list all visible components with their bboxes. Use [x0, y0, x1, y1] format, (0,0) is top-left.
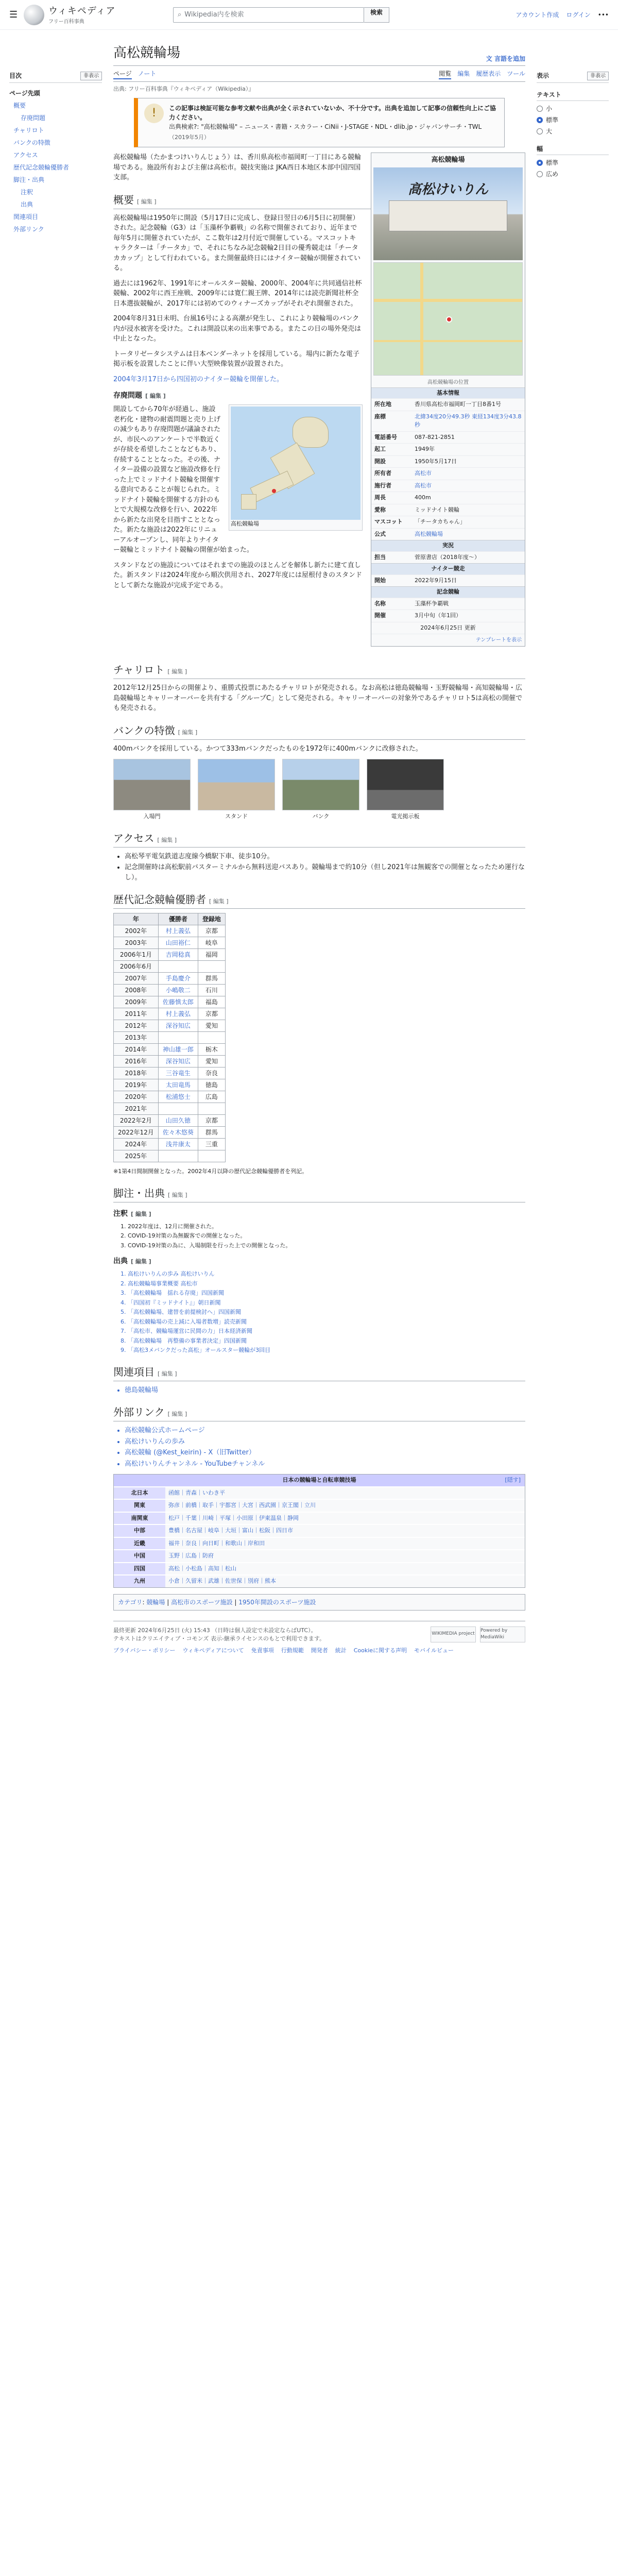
footer-link[interactable]: Cookieに関する声明	[353, 1647, 407, 1654]
paragraph: 2012年12月25日からの開催より、重勝式投票にあたるチャリロトが発売される。なお高松は徳島競輪場・玉野競輪場・高知競輪場・広島競輪場とキャリーオーバーを共有する「グループC」として発売される。キャリーオーバーの対象外であるチャリロト5は高松の開催でも発売される。	[113, 684, 523, 712]
width-standard[interactable]: 標準	[537, 157, 609, 168]
category-links: カテゴリ: 競輪場 | 高松市のスポーツ施設 | 1950年開設のスポーツ施設	[113, 1594, 525, 1611]
note-list	[128, 1223, 525, 1250]
region-cell: 岐阜	[198, 937, 225, 949]
page-source-line: 出典: フリー百科事典『ウィキペディア（Wikipedia）』	[113, 86, 254, 92]
table-row	[114, 937, 226, 949]
edit-link[interactable]: [ 編集 ]	[168, 1191, 187, 1198]
edit-link[interactable]: [ 編集 ]	[178, 728, 198, 736]
table-row	[114, 925, 226, 937]
table-row	[114, 973, 226, 985]
create-account-link[interactable]: アカウント作成	[516, 11, 559, 19]
search-placeholder: Wikipedia内を検索	[184, 10, 244, 19]
gallery-caption: スタンド	[225, 813, 248, 820]
page-footer	[113, 1621, 525, 1671]
winners-note: ※1第4日間制開催となった。2002年4月以降の歴代記念競輪優勝者を列記。	[113, 1168, 308, 1175]
paragraph: 高松競輪場は1950年に開設（5月17日に完成し、登録日翌日の6月5日に初開催）された。記念競輪（G3）は「玉藻杯争覇戦」の名称で開催されており、近年まで毎年5月に開催されていたが、ここ数年は2月付近で開催している。マスコットキャラクターは「チータカ」で、それにちなみ記念競輪2日目の優秀競走は「チータカカップ」として行われている。また開催最終日にはナイター競輪が開催されている。	[113, 214, 360, 272]
text-size-standard[interactable]: 標準	[537, 114, 609, 126]
gallery-caption: 入場門	[143, 813, 161, 820]
section-zonpai: 存廃問題 [ 編集 ]	[113, 392, 166, 400]
footer-link[interactable]: 開発者	[311, 1647, 328, 1654]
location-pin-icon	[446, 316, 452, 323]
external-link[interactable]: • 高松けいりんの歩み	[125, 1437, 525, 1447]
year-cell: 2016年	[114, 1056, 159, 1067]
edit-link[interactable]: [ 編集 ]	[131, 1210, 151, 1217]
list-item: • 高松琴平電気鉄道志度線今橋駅下車、徒歩10分。	[125, 852, 525, 862]
login-link[interactable]: ログイン	[566, 11, 591, 19]
year-cell: 2019年	[114, 1079, 159, 1091]
edit-link[interactable]: [ 編集 ]	[167, 668, 187, 675]
toc-item-top[interactable]: ページ先頭	[9, 90, 40, 97]
winner-cell[interactable]	[158, 1032, 198, 1044]
infobox-date: 2024年6月25日 更新	[420, 624, 476, 631]
category-link[interactable]: 競輪場	[146, 1598, 165, 1606]
table-row	[114, 985, 226, 996]
region-cell: 福岡	[198, 949, 225, 961]
table-row	[114, 1139, 226, 1150]
gallery-caption: バンク	[312, 813, 330, 820]
table-row	[114, 1127, 226, 1139]
year-cell: 2013年	[114, 1032, 159, 1044]
toc-item-related[interactable]: 関連項目	[13, 213, 39, 221]
toc-item-bank[interactable]: バンクの特徴	[13, 139, 50, 146]
region-cell: 愛知	[198, 1056, 225, 1067]
paragraph: 400mバンクを採用している。かつて333mバンクだったものを1972年に400mバンクに改修された。	[113, 744, 422, 753]
map-road	[374, 340, 522, 342]
page-tabs	[113, 66, 525, 82]
table-row	[114, 1079, 226, 1091]
footer-link[interactable]: モバイルビュー	[414, 1647, 454, 1654]
site-header	[0, 0, 618, 30]
last-updated: 最終更新 2024年6月25日 (火) 15:43 （日時は個人設定で未設定ならばUTC）。	[113, 1626, 317, 1634]
section-chariloto: チャリロト [ 編集 ]	[113, 662, 525, 679]
search-button[interactable]: 検索	[364, 7, 389, 23]
winner-cell[interactable]: 小嶋敬二	[158, 985, 198, 996]
region-cell: 群馬	[198, 1127, 225, 1139]
paragraph: 2004年8月31日未明、台風16号による高潮が発生し、これにより競輪場のバンク内が浸水被害を受けた。これは開設以来の出来事である。またこの日の場外発売は中止となった。	[113, 315, 362, 343]
table-row	[114, 1115, 226, 1127]
main-menu-icon[interactable]: ☰	[9, 9, 18, 20]
official-site-link[interactable]: 高松競輪場	[415, 530, 443, 537]
region-cell: 栃木	[198, 1044, 225, 1056]
region-cell: 群馬	[198, 973, 225, 985]
site-logo[interactable]	[24, 4, 163, 26]
table-row	[114, 1150, 226, 1162]
edit-link[interactable]: [ 編集 ]	[157, 836, 177, 843]
map-land	[241, 494, 256, 510]
tab-edit[interactable]: 編集	[457, 70, 470, 77]
winner-cell[interactable]: 三谷竜生	[158, 1067, 198, 1079]
region-cell: 石川	[198, 985, 225, 996]
table-row	[114, 949, 226, 961]
list-item: • 記念開催時は高松駅前バスターミナルから無料送迎バスあり。競輪場まで約10分（但し2021年は無観客での開催となったため運行なし）。	[125, 862, 525, 883]
width-wide[interactable]: 広め	[537, 168, 609, 180]
winner-cell[interactable]: 山田久徳	[158, 1115, 198, 1127]
add-language-button[interactable]: 文 言語を追加	[486, 55, 525, 62]
tab-talk[interactable]: ノート	[138, 70, 157, 77]
region-cell	[198, 961, 225, 973]
text-size-small[interactable]: 小	[537, 103, 609, 114]
navbox-toggle[interactable]: [隠す]	[505, 1477, 521, 1483]
table-row	[114, 961, 226, 973]
mediawiki-badge[interactable]: Powered by MediaWiki	[480, 1626, 525, 1642]
tab-read[interactable]: 閲覧	[439, 69, 451, 79]
year-cell: 2024年	[114, 1139, 159, 1150]
edit-link[interactable]: [ 編集 ]	[158, 1370, 177, 1377]
region-cell: 京都	[198, 1115, 225, 1127]
winner-cell[interactable]: 山田裕仁	[158, 937, 198, 949]
edit-link[interactable]: [ 編集 ]	[209, 898, 229, 905]
region-cell	[198, 1032, 225, 1044]
logo-title: ウィキペディア	[48, 5, 116, 16]
page-title: 高松競輪場	[113, 45, 181, 61]
region-cell: 愛知	[198, 1020, 225, 1032]
reference-item[interactable]: 4. 「四国初『ミッドナイト』」朝日新聞	[128, 1299, 525, 1308]
edit-link[interactable]: [ 編集 ]	[145, 393, 166, 399]
year-cell: 2006年1月	[114, 949, 159, 961]
gallery-image[interactable]	[113, 759, 191, 810]
winner-cell[interactable]: 佐々木悠葵	[158, 1127, 198, 1139]
section-access: アクセス [ 編集 ]	[113, 831, 525, 848]
winner-cell[interactable]: 神山雄一郎	[158, 1044, 198, 1056]
tab-page[interactable]: ページ	[113, 69, 132, 79]
photo-gallery	[113, 759, 525, 821]
year-cell: 2020年	[114, 1091, 159, 1103]
category-link[interactable]: 1950年開設のスポーツ施設	[238, 1598, 316, 1606]
related-link[interactable]: • 徳島競輪場	[125, 1385, 525, 1396]
lead-paragraph: 高松競輪場（たかまつけいりんじょう）は、香川県高松市福岡町一丁目にある競輪場である。施設所有および主催は高松市。競技実施は JKA西日本地区本部中国四国支部。	[113, 154, 362, 181]
toc-item-gaiyou[interactable]: 概要	[13, 102, 26, 109]
toc-item-notes[interactable]: 脚注・出典	[13, 176, 45, 183]
reference-item[interactable]: 7. 「高松市、競輪場運営に民間の力」日本経済新聞	[128, 1327, 525, 1336]
toc-item-shutten[interactable]: 出典	[21, 201, 33, 208]
table-row	[114, 996, 226, 1008]
table-row	[114, 1091, 226, 1103]
reference-item[interactable]: 2. 高松競輪場事業概要 高松市	[128, 1280, 525, 1289]
year-cell: 2014年	[114, 1044, 159, 1056]
table-row	[114, 1008, 226, 1020]
reference-item[interactable]: 6. 「高松競輪場の売上減に入場者数増」読売新聞	[128, 1318, 525, 1327]
winner-cell[interactable]: 深谷知広	[158, 1020, 198, 1032]
map-road	[374, 299, 522, 302]
reference-item[interactable]: 3. 「高松競輪場 揺れる存廃」四国新聞	[128, 1289, 525, 1298]
gallery-image[interactable]	[367, 759, 444, 810]
search-icon: ⌕	[178, 10, 182, 19]
edit-link[interactable]: [ 編集 ]	[137, 198, 157, 205]
toc-title: 目次	[9, 72, 22, 79]
year-cell: 2007年	[114, 973, 159, 985]
year-cell: 2003年	[114, 937, 159, 949]
address-value: 香川県高松市福岡町一丁目8番1号	[415, 401, 501, 408]
section-gaiyou: 概要 [ 編集 ]	[113, 192, 525, 209]
footer-link[interactable]: 免責事項	[251, 1647, 274, 1654]
wikimedia-badge[interactable]: WIKIMEDIA project	[431, 1626, 476, 1642]
toc-hide-button[interactable]: 非表示	[80, 72, 102, 80]
winner-cell[interactable]	[158, 961, 198, 973]
navbox: 日本の競輪場と自転車競技場 [隠す] 北日本 函館｜青森｜いわき平 関東 弥彦｜前橋｜取手｜宇都宮｜大宮｜西武園｜京王閣｜立川 南関東 松戸｜千葉｜川崎｜平塚｜小田原｜伊東温泉｜静岡 中部 豊橋｜名古屋｜岐阜｜大垣｜富山｜松阪｜四日市 近畿 福井｜奈良｜向日町｜和歌山｜岸和田 中国 玉野｜広島｜防府 四国 高松｜小松島｜高知｜松山 九州 小倉｜久留米｜武雄｜佐世保｜別府｜熊本	[113, 1474, 525, 1588]
section-notes: 脚注・出典 [ 編集 ]	[113, 1185, 525, 1202]
year-cell: 2011年	[114, 1008, 159, 1020]
section-bank: バンクの特徴 [ 編集 ]	[113, 723, 525, 740]
year-cell: 2009年	[114, 996, 159, 1008]
reference-item[interactable]: 8. 「高松競輪場 再整備の事業者決定」四国新聞	[128, 1337, 525, 1346]
winner-cell[interactable]: 村上義弘	[158, 925, 198, 937]
paragraph: スタンドなどの施設についてはそれまでの施設のほとんどを解体し新たに建て直した。新スタンドは2024年度から順次供用され、2027年度には屋根付きのスタンドとして新たな施設が完成予定である。	[113, 561, 362, 589]
tab-tools[interactable]: ツール	[507, 70, 525, 77]
toc-item-external[interactable]: 外部リンク	[13, 226, 44, 233]
region-cell: 京都	[198, 1008, 225, 1020]
map-thumb-caption: 高松競輪場	[231, 520, 259, 527]
gallery-image[interactable]	[282, 759, 359, 810]
winner-cell[interactable]: 手島慶介	[158, 973, 198, 985]
year-cell: 2006年6月	[114, 961, 159, 973]
license-text: テキストはクリエイティブ・コモンズ 表示-継承ライセンスのもとで利用できます。	[113, 1635, 325, 1642]
categories-label[interactable]: カテゴリ	[118, 1598, 143, 1606]
note-item: 3. COVID-19対策の為に、入場制限を行った上での開催となった。	[128, 1242, 525, 1250]
winners-table: 年 優勝者 登録地 2002年 村上義弘 京都 2003年 山田裕仁 岐阜 2006年1月 吉岡稔真 福岡 2006年6月 2007年 手島慶介 群馬 2008年 小嶋敬二 石川 2009年 佐藤慎太郎 福島 2011年 村上義弘 京都 2012年 深谷知広 愛知 2013年 2014年 神山雄一郎 栃木 2016年 深谷知広 愛知 2018年 三谷竜生 奈良 2019年 太田竜馬 徳島 2020年 松浦悠士 広島 2021年 2022年2月 山田久徳 京都 2022年12月 佐々木悠葵 群馬 2024年 浅井康太 三重 2025年	[113, 913, 226, 1162]
notice-text: この記事は検証可能な参考文献や出典が全く示されていないか、不十分です。出典を追加して記事の信頼性向上にご協力ください。	[169, 104, 496, 121]
year-cell: 2018年	[114, 1067, 159, 1079]
tab-history[interactable]: 履歴表示	[476, 70, 501, 77]
section-related: 関連項目 [ 編集 ]	[113, 1364, 525, 1381]
map-land	[250, 471, 294, 502]
navbox-title: 日本の競輪場と自転車競技場	[282, 1477, 356, 1483]
main-content	[102, 30, 537, 1670]
map-land	[293, 417, 329, 448]
stadium-photo[interactable]	[373, 167, 523, 260]
toc-item-access[interactable]: アクセス	[13, 151, 38, 159]
year-cell: 2022年2月	[114, 1115, 159, 1127]
paragraph: 開設してから70年が経過し、施設老朽化・建物の耐震問題と売り上げの減少もあり存廃問題が議論されたが、市民へのアンケートで半数近くが存続を希望したことなどもあり、存続することとなった。その後、ナイター設備の設置など施設改修を行った上でミッドナイト競輪を開催する意向であることが報じられた。ミッドナイト競輪を開催する方針のもとで大規模な改修を行い、2022年から新たな出発を目指すこととなった。新たな施設は2022年にリニューアルオープンし、同年よりナイター競輪とミッドナイト競輪の開催が始まった。	[113, 405, 253, 554]
notice-date: （2019年5月）	[169, 133, 210, 141]
year-cell: 2002年	[114, 925, 159, 937]
external-link[interactable]: • 高松けいりんチャンネル - YouTubeチャンネル	[125, 1459, 525, 1469]
appearance-sidebar: 表示 非表示 テキスト 小 標準 大 幅 標準 広め	[537, 30, 609, 1670]
year-cell: 2022年12月	[114, 1127, 159, 1139]
notice-sub: 出典検索?: "高松競輪場" – ニュース・書籍・スカラー・CiNii・J-STAGE・NDL・dlib.jp・ジャパンサーチ・TWL	[169, 123, 482, 130]
edit-link[interactable]: [ 編集 ]	[131, 1258, 151, 1265]
logo-subtitle: フリー百科事典	[48, 19, 84, 25]
region-cell: 奈良	[198, 1067, 225, 1079]
winner-cell[interactable]: 佐藤慎太郎	[158, 996, 198, 1008]
winner-cell[interactable]	[158, 1103, 198, 1115]
page-title-bar	[113, 30, 525, 66]
infobox-title: 高松競輪場	[431, 156, 465, 164]
table-row	[114, 1103, 226, 1115]
table-row	[114, 1020, 226, 1032]
year-cell: 2012年	[114, 1020, 159, 1032]
stadium-building	[389, 200, 507, 231]
article-body: 高松競輪場 高松けいりん 高松競輪場の位置 基本情報 所在地 香川県高松市福岡町一丁目8番1号 座標 北緯34度20分49.3秒 東経134度3分43.8秒 電話番号 087-821-2851 起工 1949年 開設 1950年5月17日 所有者 高松市 施行者 高松市 周長 400m 愛称 ミッドナイト競輪 マスコット 「チータカちゃん」 公式 高松競輪場 実況 担当 菅原書店（2018年度～） ナイター競走 開始 2022年9月15日 記念競輪 名称 玉藻杯争覇戦 開催 3月中旬（年1回） 2024年6月25日 更新 テンプレートを表示 高松競輪場（たかまつけいりんじょう）は、香川県高松市福岡町一丁目にある競輪場である。施設所有および主催は高松市。競技実施は JKA西日本地区本部中国四国支部。 概要 [ 編集 ] 高松競輪場は1950年に開設（5月17日に完成し、登録日翌日の6月5日に初開催）された。記念競輪（G3）は「玉藻杯争覇戦」の名称で開催されており、近年まで毎年5月に開催されていたが、ここ数年は2月付近で開催している。マスコットキャラクターは「チータカ」で、それにちなみ記念競輪2日目の優秀競走は「チータカカップ」として行われている。また開催最終日にはナイター競輪が開催されている。 過去には1962年、1991年にオールスター競輪、2000年、2004年に共同通信社杯競輪、2002年に西王座戦、2009年には寛仁親王牌、2014年には読売新聞社杯全日本選抜競輪が、2017年には初めてのウィナーズカップがそれぞれ開催された。 2004年8月31日未明、台風16号による高潮が発生し、これにより競輪場のバンク内が浸水被害を受けた。これは開設以来の出来事である。またこの日の場外発売は中止となった。 トータリゼータシステムは日本ベンダーネットを採用している。場内に新たな電子掲示板を設置したことに伴い大型映像装置が設置された。 2004年3月17日から四国初のナイター競輪を開催した。 存廃問題 [ 編集 ] 高松競輪場 開設してから70年が経過し、施設老朽化・建物の耐震問題と売り上げの減少もあり存廃問題が議論されたが、市民へのアンケートで半数近くが存続を希望したことなどもあり、存続することとなった。その後、ナイター設備の設置など施設改修を行った上でミッドナイト競輪を開催する意向であることが報じられた。ミッドナイト競輪を開催する方針のもとで大規模な改修を行い、2022年から新たな出発を目指すこととなった。新たな施設は2022年にリニューアルオープンし、同年よりナイター競輪とミッドナイト競輪の開催が始まった。 スタンドなどの施設についてはそれまでの施設のほとんどを解体し新たに建て直した。新スタンドは2024年度から順次供用され、2027年度には屋根付きのスタンドとして新たな施設が完成予定である。 チャリロト [ 編集 ] 2012年12月25日からの開催より、重勝式投票にあたるチャリロトが発売される。なお高松は徳島競輪場・玉野競輪場・高知競輪場・広島競輪場とキャリーオーバーを共有する「グループC」として発売される。キャリーオーバーの対象外であるチャリロト5は高松の開催でも発売される。 バンクの特徴 [ 編集 ] 400mバンクを採用している。かつて333mバンクだったものを1972年に400mバンクに改修された。 入場門 スタンド バンク 電光掲示板 アクセス [ 編集 ] • 高松琴平電気鉄道志度線今橋駅下車、徒歩10分。 • 記念開催時は高松駅前バスターミナルから無料送迎バスあり。競輪場まで約10分（但し2021年は無観客での開催となったため運行なし）。 歴代記念競輪優勝者 [ 編集 ] 年 優勝者 登録地 2002年 村上義弘 京都 2003年 山田裕仁 岐阜 2006年1月 吉岡稔真 福岡 2006年6月 2007年 手島慶介 群馬 2008年 小嶋敬二 石川 2009年 佐藤慎太郎 福島 2011年 村上義弘 京都 2012年 深谷知広 愛知 2013年 2014年 神山雄一郎 栃木 2016年 深谷知広 愛知 2018年 三谷竜生 奈良 2019年 太田竜馬 徳島 2020年 松浦悠士 広島 2021年 2022年2月 山田久徳 京都 2022年12月 佐々木悠葵 群馬 2024年 浅井康太 三重 2025年 ※1第4日間制開催となった。2002年4月以降の歴代記念競輪優勝者を列記。 脚注・出典 [ 編集 ] 注釈 [ 編集 ] 1. 2022年度は、12月に開催された。 2. COVID-19対策の為無観客での開催となった。 3. COVID-19対策の為に、入場制限を行った上での開催となった。 出典 [ 編集 ] 1. 高松けいりんの歩み 高松けいりん 2. 高松競輪場事業概要 高松市 3. 「高松競輪場 揺れる存廃」四国新聞 4. 「四国初『ミッドナイト』」朝日新聞 5. 「高松競輪場、建替を前提検討へ」四国新聞 6. 「高松競輪場の売上減に入場者数増」読売新聞 7. 「高松市、競輪場運営に民間の力」日本経済新聞 8. 「高松競輪場 再整備の事業者決定」四国新聞 9. 「高松3メバンクだった高松」オールスター競輪が3回目 関連項目 [ 編集 ] • 徳島競輪場 外部リンク [ 編集 ] • 高松競輪公式ホームページ • 高松けいりんの歩み • 高松競輪 (@Kest_keirin) - X（旧Twitter） • 高松けいりんチャンネル - YouTubeチャンネル 日本の競輪場と自転車競技場 [隠す] 北日本 函館｜青森｜いわき平 関東 弥彦｜前橋｜取手｜宇都宮｜大宮｜西武園｜京王閣｜立川 南関東 松戸｜千葉｜川崎｜平塚｜小田原｜伊東温泉｜静岡 中部 豊橋｜名古屋｜岐阜｜大垣｜富山｜松阪｜四日市 近畿 福井｜奈良｜向日町｜和歌山｜岸和田 中国 玉野｜広島｜防府 四国 高松｜小松島｜高知｜松山 九州 小倉｜久留米｜武雄｜佐世保｜別府｜熊本 カテゴリ: 競輪場 | 高松市のスポーツ施設 | 1950年開設のスポーツ施設	[113, 152, 525, 1611]
edit-link[interactable]: [ 編集 ]	[167, 1411, 187, 1417]
infobox-basic-header: 基本情報	[371, 387, 525, 399]
region-cell: 徳島	[198, 1079, 225, 1091]
winner-cell[interactable]: 深谷知広	[158, 1056, 198, 1067]
external-link[interactable]: • 高松競輪 (@Kest_keirin) - X（旧Twitter）	[125, 1448, 525, 1458]
more-options-icon[interactable]: •••	[597, 11, 609, 19]
phone-value: 087-821-2851	[415, 433, 455, 440]
winner-cell[interactable]	[158, 1150, 198, 1162]
reference-item[interactable]: 5. 「高松競輪場、建替を前提検討へ」四国新聞	[128, 1308, 525, 1317]
winner-cell[interactable]: 松浦悠士	[158, 1091, 198, 1103]
year-cell: 2025年	[114, 1150, 159, 1162]
location-pin-icon	[272, 489, 276, 493]
map-caption: 高松競輪場の位置	[427, 379, 469, 385]
gallery-caption: 電光掲示板	[391, 813, 420, 820]
toc-item-chushaku[interactable]: 注釈	[21, 189, 33, 196]
section-external: 外部リンク [ 編集 ]	[113, 1404, 525, 1421]
map-road	[420, 263, 423, 375]
toc-item-winners[interactable]: 歴代記念競輪優勝者	[13, 164, 70, 171]
region-cell: 京都	[198, 925, 225, 937]
text-size-large[interactable]: 大	[537, 126, 609, 137]
search-form	[173, 7, 389, 23]
footer-link[interactable]: 行動規範	[281, 1647, 304, 1654]
footer-link[interactable]: ウィキペディアについて	[182, 1647, 244, 1654]
japan-map-thumb[interactable]	[229, 404, 363, 531]
region-cell: 三重	[198, 1139, 225, 1150]
search-input[interactable]	[173, 7, 364, 23]
region-cell: 福島	[198, 996, 225, 1008]
appearance-title: 表示	[537, 72, 550, 79]
user-links	[516, 10, 609, 20]
paragraph: 過去には1962年、1991年にオールスター競輪、2000年、2004年に共同通信社杯競輪、2002年に西王座戦、2009年には寛仁親王牌、2014年には読売新聞社杯全日本選抜競輪が、2017年には初めてのウィナーズカップがそれぞれ開催された。	[113, 279, 362, 308]
footer-link[interactable]: 統計	[335, 1647, 347, 1654]
year-cell: 2021年	[114, 1103, 159, 1115]
coordinates-link[interactable]: 北緯34度20分49.3秒 東経134度3分43.8秒	[415, 413, 522, 428]
section-winners: 歴代記念競輪優勝者 [ 編集 ]	[113, 892, 525, 909]
winner-cell[interactable]: 吉岡稔真	[158, 949, 198, 961]
gallery-image[interactable]	[198, 759, 275, 810]
paragraph: 2004年3月17日から四国初のナイター競輪を開催した。	[113, 375, 283, 383]
stadium-sign: 高松けいりん	[407, 181, 488, 197]
appearance-hide-button[interactable]: 非表示	[587, 72, 609, 80]
winner-cell[interactable]: 浅井康太	[158, 1139, 198, 1150]
table-row	[114, 1056, 226, 1067]
note-item: 1. 2022年度は、12月に開催された。	[128, 1223, 525, 1231]
show-template-link[interactable]: テンプレートを表示	[371, 634, 525, 646]
external-link[interactable]: • 高松競輪公式ホームページ	[125, 1426, 525, 1436]
note-item: 2. COVID-19対策の為無観客での開催となった。	[128, 1232, 525, 1241]
reference-item[interactable]: 9. 「高松3メバンクだった高松」オールスター競輪が3回目	[128, 1346, 525, 1355]
wikipedia-globe-icon	[24, 5, 44, 25]
reference-list	[128, 1270, 525, 1355]
paragraph: トータリゼータシステムは日本ベンダーネットを採用している。場内に新たな電子掲示板を設置したことに伴い大型映像装置が設置された。	[113, 350, 359, 368]
toc-sidebar	[9, 30, 102, 1670]
toc-item-chariloto[interactable]: チャリロト	[13, 127, 44, 134]
category-link[interactable]: 高松市のスポーツ施設	[171, 1598, 233, 1606]
footer-link[interactable]: プライバシー・ポリシー	[113, 1647, 176, 1654]
winner-cell[interactable]: 太田竜馬	[158, 1079, 198, 1091]
reference-item[interactable]: 1. 高松けいりんの歩み 高松けいりん	[128, 1270, 525, 1279]
table-row	[114, 1067, 226, 1079]
region-cell: 広島	[198, 1091, 225, 1103]
toc-item-zonpai[interactable]: 存廃問題	[21, 114, 46, 122]
table-row	[114, 1032, 226, 1044]
citation-notice	[134, 98, 505, 148]
region-cell	[198, 1103, 225, 1115]
year-cell: 2008年	[114, 985, 159, 996]
table-row	[114, 1044, 226, 1056]
winner-cell[interactable]: 村上義弘	[158, 1008, 198, 1020]
location-map[interactable]	[373, 262, 523, 376]
warning-icon: !	[144, 104, 164, 123]
infobox: 高松競輪場 高松けいりん 高松競輪場の位置 基本情報 所在地 香川県高松市福岡町一丁目8番1号 座標 北緯34度20分49.3秒 東経134度3分43.8秒 電話番号 087-821-2851 起工 1949年 開設 1950年5月17日 所有者 高松市 施行者 高松市 周長 400m 愛称 ミッドナイト競輪 マスコット 「チータカちゃん」 公式 高松競輪場 実況 担当 菅原書店（2018年度～） ナイター競走 開始 2022年9月15日 記念競輪 名称 玉藻杯争覇戦 開催 3月中旬（年1回） 2024年6月25日 更新 テンプレートを表示	[371, 152, 525, 647]
region-cell	[198, 1150, 225, 1162]
